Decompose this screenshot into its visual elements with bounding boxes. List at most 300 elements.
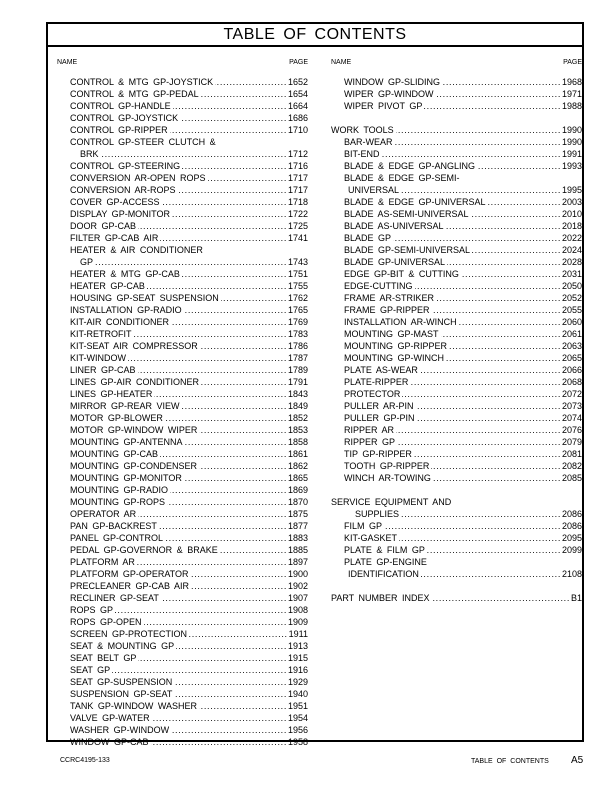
toc-entry-page: 2060	[561, 317, 582, 327]
toc-entry-page: 2076	[561, 425, 582, 435]
toc-entry[interactable]	[331, 124, 582, 136]
toc-entry[interactable]	[57, 328, 308, 340]
toc-entry-page: 2018	[561, 221, 582, 231]
dot-leader	[201, 88, 286, 100]
toc-entry[interactable]	[57, 100, 308, 112]
toc-entry[interactable]	[57, 268, 308, 280]
toc-entry[interactable]	[57, 520, 308, 532]
toc-entry-page: 1786	[287, 341, 308, 351]
dot-leader	[446, 220, 560, 232]
dot-leader	[420, 364, 560, 376]
toc-entry-page: 1902	[287, 581, 308, 591]
dot-leader	[173, 100, 286, 112]
toc-entry-name: WORK TOOLS	[331, 125, 394, 135]
toc-entry-page: 1712	[287, 149, 308, 159]
toc-entry-name: LINES GP-HEATER	[70, 389, 153, 399]
toc-entry[interactable]	[331, 268, 582, 280]
dot-leader	[221, 292, 286, 304]
toc-entry-name: KIT-AIR CONDITIONER	[70, 317, 170, 327]
toc-entry-page: 2086	[561, 521, 582, 531]
dot-leader	[477, 160, 560, 172]
toc-entry[interactable]	[331, 184, 582, 196]
dot-leader	[191, 580, 286, 592]
toc-entry-page: 2003	[561, 197, 582, 207]
toc-entry[interactable]	[57, 688, 308, 700]
dot-leader	[414, 448, 560, 460]
dot-leader	[184, 472, 286, 484]
toc-entry-name: BAR-WEAR	[344, 137, 393, 147]
toc-entry-page: 2082	[561, 461, 582, 471]
dot-leader	[174, 688, 286, 700]
toc-entry-page: 2031	[561, 269, 582, 279]
toc-entry-name: HEATER GP-CAB	[70, 281, 145, 291]
toc-entry-name: DISPLAY GP-MONITOR	[70, 209, 171, 219]
toc-entry[interactable]	[331, 436, 582, 448]
dot-leader	[431, 460, 560, 472]
footer-code: CCRC4195-133	[60, 757, 110, 764]
toc-entry-page: 1853	[287, 425, 308, 435]
toc-entry-page: 2085	[561, 473, 582, 483]
dot-leader	[416, 400, 560, 412]
toc-entry-name: MOUNTING GP-RADIO	[70, 485, 168, 495]
toc-entry[interactable]	[57, 484, 308, 496]
toc-entry[interactable]	[57, 544, 308, 556]
toc-entry-page: 1958	[287, 737, 308, 747]
dot-leader	[137, 556, 286, 568]
toc-entry[interactable]	[57, 388, 308, 400]
toc-entry-page: 2063	[561, 341, 582, 351]
dot-leader	[447, 256, 560, 268]
toc-entry-line[interactable]	[331, 496, 582, 508]
toc-entry-name-continued: UNIVERSAL	[348, 185, 400, 195]
toc-entry-name-continued: BRK	[80, 149, 99, 159]
toc-entry[interactable]	[331, 316, 582, 328]
toc-entry-page: 1791	[287, 377, 308, 387]
toc-entry[interactable]	[57, 400, 308, 412]
toc-entry[interactable]	[57, 196, 308, 208]
dot-leader	[112, 664, 286, 676]
toc-entry-page: 1852	[287, 413, 308, 423]
toc-entry-name: PLATFORM AR	[70, 557, 135, 567]
toc-entry-page: 2065	[561, 353, 582, 363]
toc-entry[interactable]	[331, 448, 582, 460]
toc-entry-page: 1875	[287, 509, 308, 519]
toc-entry-page: 1751	[287, 269, 308, 279]
dot-leader	[441, 328, 560, 340]
toc-entry-page: 1951	[287, 701, 308, 711]
dot-leader	[395, 136, 560, 148]
toc-entry[interactable]	[57, 604, 308, 616]
toc-entry-name: PLATE & FILM GP	[344, 545, 425, 555]
dot-leader	[134, 328, 286, 340]
toc-entry-page: 1877	[287, 521, 308, 531]
toc-entry-name: KIT-RETROFIT	[70, 329, 132, 339]
toc-entry[interactable]	[57, 220, 308, 232]
toc-entry-name: LINES GP-AIR CONDITIONER	[70, 377, 200, 387]
dot-leader	[147, 280, 286, 292]
toc-entry[interactable]	[57, 652, 308, 664]
toc-entry-name: PROTECTOR	[344, 389, 401, 399]
toc-entry-page: 1929	[287, 677, 308, 687]
toc-entry-page: 1765	[287, 305, 308, 315]
toc-entry[interactable]	[57, 580, 308, 592]
toc-entry-page: 1725	[287, 221, 308, 231]
toc-entry-page: 2073	[561, 401, 582, 411]
toc-entry-page: 1990	[561, 125, 582, 135]
toc-entry[interactable]	[331, 412, 582, 424]
toc-entry[interactable]	[331, 424, 582, 436]
toc-entry-name: WIPER GP-WINDOW	[344, 89, 434, 99]
toc-entry-name: INSTALLATION AR-WINCH	[344, 317, 457, 327]
toc-entry-name: WASHER GP-WINDOW	[70, 725, 170, 735]
toc-entry[interactable]	[57, 472, 308, 484]
toc-entry-name: SEAT BELT GP	[70, 653, 137, 663]
toc-entry[interactable]	[57, 712, 308, 724]
dot-leader	[95, 256, 286, 268]
toc-entry-name: MOUNTING GP-MAST	[344, 329, 439, 339]
toc-entry[interactable]	[57, 424, 308, 436]
toc-entry-line[interactable]	[331, 172, 582, 184]
toc-entry[interactable]	[57, 436, 308, 448]
toc-entry-page: 1968	[561, 77, 582, 87]
dot-leader	[220, 544, 286, 556]
toc-entry-name: PLATE-RIPPER	[344, 377, 409, 387]
toc-entry[interactable]	[331, 148, 582, 160]
toc-entry[interactable]	[331, 376, 582, 388]
toc-entry-name: PAN GP-BACKREST	[70, 521, 157, 531]
toc-entry-page: 1716	[287, 161, 308, 171]
toc-entry-name: CONTROL & MTG GP-PEDAL	[70, 89, 199, 99]
dot-leader	[424, 100, 560, 112]
toc-entry-page: 2074	[561, 413, 582, 423]
toc-entry-name: WIPER PIVOT GP	[344, 101, 423, 111]
toc-entry-page: 2095	[561, 533, 582, 543]
toc-entry-name: SCREEN GP-PROTECTION	[70, 629, 188, 639]
toc-entry-name: MOUNTING GP-WINCH	[344, 353, 444, 363]
toc-entry[interactable]	[331, 292, 582, 304]
toc-entry-name-continued: SUPPLIES	[355, 509, 400, 519]
toc-entry-name: MOTOR GP-BLOWER	[70, 413, 163, 423]
toc-entry[interactable]	[57, 208, 308, 220]
toc-entry-name: BLADE & EDGE GP-ANGLING	[344, 161, 476, 171]
dot-leader	[421, 568, 560, 580]
dot-leader	[182, 268, 286, 280]
toc-entry-page: 1900	[287, 569, 308, 579]
toc-entry-name: FILM GP	[344, 521, 383, 531]
dot-leader	[384, 520, 560, 532]
dot-leader	[138, 508, 286, 520]
dot-leader	[171, 316, 286, 328]
toc-entry-page: 2086	[561, 509, 582, 519]
dot-leader	[165, 532, 286, 544]
toc-entry[interactable]	[331, 208, 582, 220]
toc-entry-page: 1762	[287, 293, 308, 303]
dot-leader	[128, 352, 286, 364]
section-spacer	[331, 580, 582, 592]
toc-entry[interactable]	[57, 124, 308, 136]
toc-entry-name: BLADE GP	[344, 233, 392, 243]
toc-entry-name: TOOTH GP-RIPPER	[344, 461, 430, 471]
column-header	[57, 58, 308, 76]
toc-entry-name: BLADE & EDGE GP-SEMI-	[344, 173, 460, 183]
toc-entry[interactable]	[57, 148, 308, 160]
toc-entry[interactable]	[57, 448, 308, 460]
dot-leader	[174, 676, 286, 688]
toc-entry-name: RECLINER GP-SEAT	[70, 593, 159, 603]
toc-entry[interactable]	[331, 472, 582, 484]
toc-entry-page: 1717	[287, 173, 308, 183]
toc-entry-page: 1652	[287, 77, 308, 87]
toc-entry-name: VALVE GP-WATER	[70, 713, 150, 723]
dot-leader	[459, 316, 560, 328]
dot-leader	[446, 352, 560, 364]
dot-leader	[396, 124, 560, 136]
toc-entry[interactable]	[57, 316, 308, 328]
dot-leader	[427, 544, 560, 556]
toc-entry-name: MOUNTING GP-ROPS	[70, 497, 166, 507]
toc-entry[interactable]	[57, 616, 308, 628]
toc-entry-page: 1913	[287, 641, 308, 651]
toc-entry-page: 1783	[287, 329, 308, 339]
toc-entry[interactable]	[331, 328, 582, 340]
toc-entry[interactable]	[331, 280, 582, 292]
toc-entry[interactable]	[331, 460, 582, 472]
toc-entry-page: 1971	[561, 89, 582, 99]
toc-entry-name: WINCH AR-TOWING	[344, 473, 431, 483]
toc-entry-page: 1909	[287, 617, 308, 627]
toc-entry[interactable]	[57, 592, 308, 604]
toc-entry-page: 2099	[561, 545, 582, 555]
column-header	[331, 58, 582, 76]
toc-entry[interactable]	[57, 88, 308, 100]
toc-entry-name: MIRROR GP-REAR VIEW	[70, 401, 180, 411]
toc-entry[interactable]	[57, 184, 308, 196]
toc-entry-name: TANK GP-WINDOW WASHER	[70, 701, 197, 711]
dot-leader	[180, 112, 286, 124]
toc-entry-name: CONTROL GP-HANDLE	[70, 101, 171, 111]
toc-entry[interactable]	[331, 400, 582, 412]
toc-entry[interactable]	[331, 256, 582, 268]
toc-entry-page: 1787	[287, 353, 308, 363]
toc-entry-name: BLADE AS-SEMI-UNIVERSAL	[344, 209, 469, 219]
toc-entry-page: 2066	[561, 365, 582, 375]
toc-entry-name: PULLER GP-PIN	[344, 413, 415, 423]
toc-entry[interactable]	[331, 508, 582, 520]
dot-leader	[472, 244, 560, 256]
toc-entry-page: 1654	[287, 89, 308, 99]
toc-entry-page: 1991	[561, 149, 582, 159]
dot-leader	[138, 220, 286, 232]
toc-entry[interactable]	[331, 340, 582, 352]
toc-entry-page: 2072	[561, 389, 582, 399]
toc-entry[interactable]	[331, 100, 582, 112]
toc-entry[interactable]	[57, 700, 308, 712]
dot-leader	[432, 304, 560, 316]
toc-entry-page: 1722	[287, 209, 308, 219]
toc-entry[interactable]	[57, 376, 308, 388]
toc-entry-name: CONVERSION AR-ROPS	[70, 185, 176, 195]
toc-entry[interactable]	[57, 664, 308, 676]
toc-entry-name: MOUNTING GP-MONITOR	[70, 473, 182, 483]
toc-entry[interactable]	[57, 628, 308, 640]
toc-entry[interactable]	[57, 76, 308, 88]
toc-entry-page: B1	[570, 593, 582, 603]
toc-entry-page: 2052	[561, 293, 582, 303]
toc-entry[interactable]	[57, 340, 308, 352]
toc-entry-name: FILTER GP-CAB AIR	[70, 233, 159, 243]
toc-entry[interactable]	[331, 76, 582, 88]
toc-entry[interactable]	[57, 280, 308, 292]
toc-entry[interactable]	[331, 520, 582, 532]
toc-entry-name: MOTOR GP-WINDOW WIPER	[70, 425, 198, 435]
toc-entry-name: EDGE GP-BIT & CUTTING	[344, 269, 459, 279]
page-column-header: PAGE	[289, 59, 308, 66]
toc-entry[interactable]	[331, 568, 582, 580]
toc-entry[interactable]	[57, 640, 308, 652]
toc-entry-page: 1908	[287, 605, 308, 615]
toc-entry-name: PANEL GP-CONTROL	[70, 533, 164, 543]
footer-section-title: TABLE OF CONTENTS	[471, 758, 549, 765]
toc-entry-page: 1993	[561, 161, 582, 171]
toc-entry[interactable]	[331, 364, 582, 376]
toc-entry[interactable]	[331, 244, 582, 256]
toc-entry-name: EDGE-CUTTING	[344, 281, 413, 291]
toc-entry-name: CONTROL GP-RIPPER	[70, 125, 168, 135]
toc-entry-page: 1789	[287, 365, 308, 375]
toc-entry[interactable]	[331, 352, 582, 364]
toc-entry[interactable]	[57, 532, 308, 544]
toc-entry[interactable]	[57, 496, 308, 508]
dot-leader	[417, 412, 560, 424]
toc-entry-page: 1865	[287, 473, 308, 483]
toc-entry-page: 1883	[287, 533, 308, 543]
toc-entry-page: 1769	[287, 317, 308, 327]
toc-entry[interactable]	[57, 352, 308, 364]
toc-entry[interactable]	[331, 532, 582, 544]
toc-entry[interactable]	[57, 364, 308, 376]
toc-entry-name: BLADE GP-UNIVERSAL	[344, 257, 446, 267]
toc-entry-name: INSTALLATION GP-RADIO	[70, 305, 182, 315]
toc-entry-page: 2050	[561, 281, 582, 291]
toc-entry-name: SEAT & MOUNTING GP	[70, 641, 175, 651]
dot-leader	[199, 424, 286, 436]
toc-entry-name: HEATER & MTG GP-CAB	[70, 269, 180, 279]
toc-entry[interactable]	[57, 172, 308, 184]
toc-entry[interactable]	[331, 88, 582, 100]
toc-entry[interactable]	[57, 112, 308, 124]
toc-entry[interactable]	[331, 544, 582, 556]
dot-leader	[160, 232, 286, 244]
dot-leader	[138, 652, 286, 664]
toc-entry-page: 1743	[287, 257, 308, 267]
toc-entry-name: ROPS GP-OPEN	[70, 617, 142, 627]
toc-entry-page: 1885	[287, 545, 308, 555]
page-column-header: PAGE	[563, 59, 582, 66]
toc-entry-name: PLATE GP-ENGINE	[344, 557, 427, 567]
toc-entry[interactable]	[57, 676, 308, 688]
toc-entry-line[interactable]	[57, 244, 308, 256]
toc-entry[interactable]	[331, 304, 582, 316]
toc-entry[interactable]	[331, 220, 582, 232]
section-spacer	[331, 484, 582, 496]
dot-leader	[144, 616, 286, 628]
dot-leader	[185, 436, 286, 448]
toc-entry[interactable]	[57, 412, 308, 424]
toc-entry[interactable]	[331, 136, 582, 148]
toc-entry-name: CONTROL GP-STEERING	[70, 161, 181, 171]
dot-leader	[393, 232, 560, 244]
toc-entry-name: WINDOW GP-SLIDING	[344, 77, 440, 87]
toc-entry-page: 1717	[287, 185, 308, 195]
toc-entry[interactable]	[57, 304, 308, 316]
toc-left-column	[57, 58, 308, 748]
toc-entry[interactable]	[57, 556, 308, 568]
dot-leader	[199, 460, 286, 472]
toc-entry-name: HEATER & AIR CONDITIONER	[70, 245, 203, 255]
toc-entry-name: ROPS GP	[70, 605, 114, 615]
toc-entry[interactable]	[331, 388, 582, 400]
dot-leader	[436, 292, 560, 304]
dot-leader	[215, 76, 286, 88]
dot-leader	[432, 592, 569, 604]
toc-entry[interactable]	[57, 256, 308, 268]
toc-entry-name: KIT-GASKET	[344, 533, 398, 543]
dot-leader	[172, 208, 286, 220]
toc-entry[interactable]	[331, 196, 582, 208]
toc-entry-page: 1755	[287, 281, 308, 291]
toc-entry-name: WINDOW GP-CAB	[70, 737, 149, 747]
toc-entry[interactable]	[57, 724, 308, 736]
toc-entry[interactable]	[331, 232, 582, 244]
toc-entry-name: COVER GP-ACCESS	[70, 197, 160, 207]
toc-entry[interactable]	[57, 232, 308, 244]
toc-entry[interactable]	[331, 160, 582, 172]
toc-entry-page: 1940	[287, 689, 308, 699]
toc-entry-name: CONVERSION AR-OPEN ROPS	[70, 173, 206, 183]
dot-leader	[170, 124, 286, 136]
toc-entry[interactable]	[57, 568, 308, 580]
toc-entry[interactable]	[57, 160, 308, 172]
toc-entry-line[interactable]	[331, 556, 582, 568]
name-column-header: NAME	[331, 59, 352, 66]
toc-entry[interactable]	[57, 292, 308, 304]
toc-entry[interactable]	[57, 736, 308, 748]
toc-entry-name: PEDAL GP-GOVERNOR & BRAKE	[70, 545, 218, 555]
name-column-header: NAME	[57, 59, 78, 66]
toc-entry-name: FRAME GP-RIPPER	[344, 305, 430, 315]
toc-entry[interactable]	[57, 460, 308, 472]
toc-entry-page: 2010	[561, 209, 582, 219]
toc-entry-name: BLADE GP-SEMI-UNIVERSAL	[344, 245, 471, 255]
dot-leader	[415, 280, 560, 292]
toc-entry-page: 2108	[561, 569, 582, 579]
toc-entry-page: 2061	[561, 329, 582, 339]
dot-leader	[200, 340, 286, 352]
toc-entry-name-continued: GP	[80, 257, 94, 267]
toc-entry-page: 1916	[287, 665, 308, 675]
dot-leader	[151, 736, 286, 748]
dot-leader	[162, 196, 286, 208]
dot-leader	[471, 208, 560, 220]
toc-entry[interactable]	[57, 508, 308, 520]
toc-entry[interactable]	[331, 592, 582, 604]
toc-entry-name: KIT-WINDOW	[70, 353, 126, 363]
dot-leader	[201, 376, 286, 388]
toc-entry-line[interactable]	[57, 136, 308, 148]
toc-entry-page: 2081	[561, 449, 582, 459]
dot-leader	[189, 628, 287, 640]
toc-entry-name: BLADE AS-UNIVERSAL	[344, 221, 444, 231]
